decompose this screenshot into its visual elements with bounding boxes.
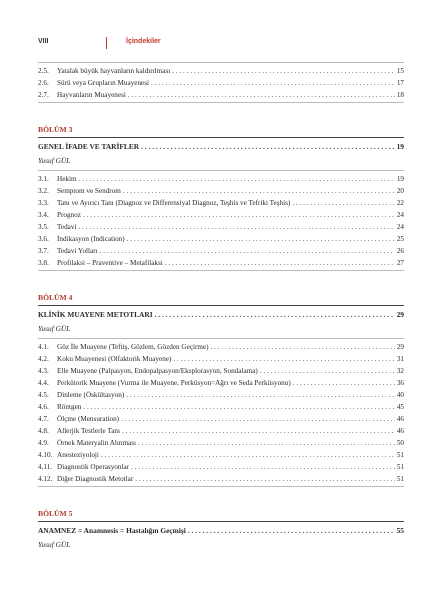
- leader-dots: [78, 221, 394, 233]
- entry-page: 45: [396, 403, 404, 411]
- toc-entry[interactable]: [38, 233, 404, 245]
- entry-page: 51: [396, 463, 404, 471]
- entry-page: 31: [396, 355, 404, 363]
- entry-title: Hayvanların Muayenesi: [57, 91, 126, 99]
- toc-entry[interactable]: [38, 221, 404, 233]
- leader-dots: [83, 401, 394, 413]
- entry-page: 46: [396, 415, 404, 423]
- chapter-items: [38, 338, 404, 487]
- entry-number: 3.7.: [38, 247, 49, 255]
- leader-dots: [165, 257, 395, 269]
- entry-title: Koku Muayenesi (Olfaktorik Muayene): [57, 355, 172, 363]
- entry-page: 20: [396, 187, 404, 195]
- toc-entry[interactable]: [38, 425, 404, 437]
- leader-dots: [135, 473, 395, 485]
- entry-page: 22: [396, 199, 404, 207]
- entry-number: 4.8.: [38, 427, 49, 435]
- entry-title: ANAMNEZ = Anamnesis = Hastalığın Geçmişi: [38, 526, 186, 535]
- header-title: İçindekiler: [126, 38, 161, 45]
- leader-dots: [100, 245, 395, 257]
- leader-dots: [126, 389, 395, 401]
- entry-number: 4.7.: [38, 415, 49, 423]
- leader-dots: [101, 449, 395, 461]
- toc-entry[interactable]: [38, 341, 404, 353]
- entry-title: İndikasyon (Indication): [57, 235, 125, 243]
- chapter-author: Yusuf GÜL: [38, 156, 71, 165]
- entry-page: 29: [396, 343, 404, 351]
- toc-entry[interactable]: [38, 185, 404, 197]
- entry-page: 50: [396, 439, 404, 447]
- entry-number: 3.2.: [38, 187, 49, 195]
- chapter-label: BÖLÜM 4: [38, 293, 404, 306]
- entry-page: 24: [396, 211, 404, 219]
- entry-number: 3.6.: [38, 235, 49, 243]
- entry-page: 29: [396, 310, 404, 319]
- entry-number: 3.8.: [38, 259, 49, 267]
- leader-dots: [211, 341, 395, 353]
- table-of-contents: [38, 62, 404, 554]
- entry-page: 18: [396, 91, 404, 99]
- toc-entry[interactable]: [38, 437, 404, 449]
- entry-page: 15: [396, 67, 404, 75]
- leader-dots: [151, 77, 395, 89]
- toc-entry[interactable]: [38, 197, 404, 209]
- page-header: [38, 38, 404, 52]
- entry-title: Göz İle Muayene (Teftiş, Gözlem, Gözden Geçirme): [57, 343, 209, 351]
- entry-number: 4.2.: [38, 355, 49, 363]
- entry-number: 4.1.: [38, 343, 49, 351]
- leader-dots: [131, 461, 395, 473]
- entry-page: 51: [396, 475, 404, 483]
- entry-page: 25: [396, 235, 404, 243]
- leader-dots: [292, 197, 395, 209]
- entry-page: 19: [396, 175, 404, 183]
- toc-entry[interactable]: [38, 377, 404, 389]
- entry-title: Anesteziyoloji: [57, 451, 99, 459]
- leader-dots: [127, 233, 395, 245]
- toc-entry[interactable]: [38, 173, 404, 185]
- entry-title: Elle Muayene (Palpasyon, Endopalpasyon/Eksplorasyon, Sondalama): [57, 367, 258, 375]
- toc-entry[interactable]: [38, 245, 404, 257]
- entry-page: 24: [396, 223, 404, 231]
- entry-number: 4.9.: [38, 439, 49, 447]
- entry-number: 3.4.: [38, 211, 49, 219]
- entry-title: Tedavi Yolları: [57, 247, 98, 255]
- page-number: VIII: [38, 38, 49, 45]
- leader-dots: [155, 309, 395, 321]
- entry-number: 4.6.: [38, 403, 49, 411]
- leader-dots: [260, 365, 395, 377]
- entry-page: 19: [396, 142, 404, 151]
- entry-title: Röntgen: [57, 403, 82, 411]
- chapter-title[interactable]: [38, 525, 404, 537]
- toc-entry[interactable]: [38, 461, 404, 473]
- leader-dots: [121, 413, 395, 425]
- toc-entry[interactable]: [38, 89, 404, 101]
- leader-dots: [123, 185, 395, 197]
- entry-title: Örnek Materyalin Alınması: [57, 439, 137, 447]
- entry-page: 40: [396, 391, 404, 399]
- toc-entry[interactable]: [38, 257, 404, 269]
- entry-number: 4.3.: [38, 367, 49, 375]
- entry-number: 4.10.: [38, 451, 53, 459]
- toc-entry[interactable]: [38, 449, 404, 461]
- entry-number: 4.4.: [38, 379, 49, 387]
- entry-title: Ölçme (Mensuration): [57, 415, 120, 423]
- entry-title: Tedavi: [57, 223, 77, 231]
- entry-title: Semptom ve Sendrom: [57, 187, 121, 195]
- toc-entry[interactable]: [38, 413, 404, 425]
- chapter-label: BÖLÜM 5: [38, 509, 404, 522]
- entry-page: 26: [396, 247, 404, 255]
- entry-page: 36: [396, 379, 404, 387]
- leader-dots: [141, 141, 395, 153]
- leader-dots: [173, 353, 394, 365]
- leader-dots: [188, 525, 395, 537]
- toc-entry[interactable]: [38, 209, 404, 221]
- entry-title: Diğer Diagnostik Metotlar: [57, 475, 134, 483]
- entry-number: 4.11.: [38, 463, 53, 471]
- intro-items: [38, 62, 404, 103]
- chapter-title[interactable]: [38, 309, 404, 321]
- entry-page: 17: [396, 79, 404, 87]
- toc-entry[interactable]: [38, 401, 404, 413]
- entry-number: 4.5.: [38, 391, 49, 399]
- entry-title: Profilaksi – Praventive – Metafilaksi: [57, 259, 163, 267]
- chapter-label: BÖLÜM 3: [38, 125, 404, 138]
- entry-title: Tanı ve Ayırıcı Tanı (Diagnoz ve Differensiyal Diagnoz, Teşhis ve Tefriki Teşhis): [57, 199, 291, 207]
- entry-page: 51: [396, 451, 404, 459]
- chapter-section: [38, 293, 404, 487]
- leader-dots: [293, 377, 395, 389]
- toc-entry[interactable]: [38, 353, 404, 365]
- chapter-section: [38, 509, 404, 551]
- chapter-author: Yusuf GÜL: [38, 324, 71, 333]
- entry-title: Prognoz: [57, 211, 81, 219]
- entry-page: 27: [396, 259, 404, 267]
- chapters: [38, 125, 404, 551]
- entry-number: 2.5.: [38, 67, 49, 75]
- leader-dots: [172, 65, 395, 77]
- entry-title: Perkütorik Muayene (Vurma ile Muayene, Perküsyon=Ağrı ve Seda Perküsyonu): [57, 379, 291, 387]
- chapter-title[interactable]: [38, 141, 404, 153]
- toc-entry[interactable]: [38, 389, 404, 401]
- leader-dots: [138, 437, 395, 449]
- entry-title: Hekim: [57, 175, 77, 183]
- entry-title: Diagnostik Operasyonlar: [57, 463, 130, 471]
- entry-page: 46: [396, 427, 404, 435]
- entry-number: 2.7.: [38, 91, 49, 99]
- leader-dots: [128, 89, 395, 101]
- entry-title: Sürü veya Grupların Muayenesi: [57, 79, 150, 87]
- entry-title: KLİNİK MUAYENE METOTLARI: [38, 310, 153, 319]
- toc-entry[interactable]: [38, 365, 404, 377]
- leader-dots: [83, 209, 395, 221]
- chapter-section: [38, 125, 404, 271]
- entry-page: 32: [396, 367, 404, 375]
- toc-entry[interactable]: [38, 65, 404, 77]
- chapter-author: Yusuf GÜL: [38, 540, 71, 549]
- entry-title: Yatalak büyük hayvanların kaldırılması: [57, 67, 171, 75]
- entry-number: 3.1.: [38, 175, 49, 183]
- chapter-items: [38, 170, 404, 271]
- toc-entry[interactable]: [38, 77, 404, 89]
- entry-number: 4.12.: [38, 475, 53, 483]
- entry-page: 55: [396, 526, 404, 535]
- entry-title: GENEL İFADE VE TARİFLER: [38, 142, 140, 151]
- entry-number: 2.6.: [38, 79, 49, 87]
- toc-entry[interactable]: [38, 473, 404, 485]
- leader-dots: [79, 173, 395, 185]
- entry-title: Dinleme (Öskültasyon): [57, 391, 125, 399]
- header-divider: [106, 37, 107, 49]
- entry-number: 3.3.: [38, 199, 49, 207]
- leader-dots: [122, 425, 395, 437]
- entry-title: Allerjik Testlerle Tanı: [57, 427, 120, 435]
- entry-number: 3.5.: [38, 223, 49, 231]
